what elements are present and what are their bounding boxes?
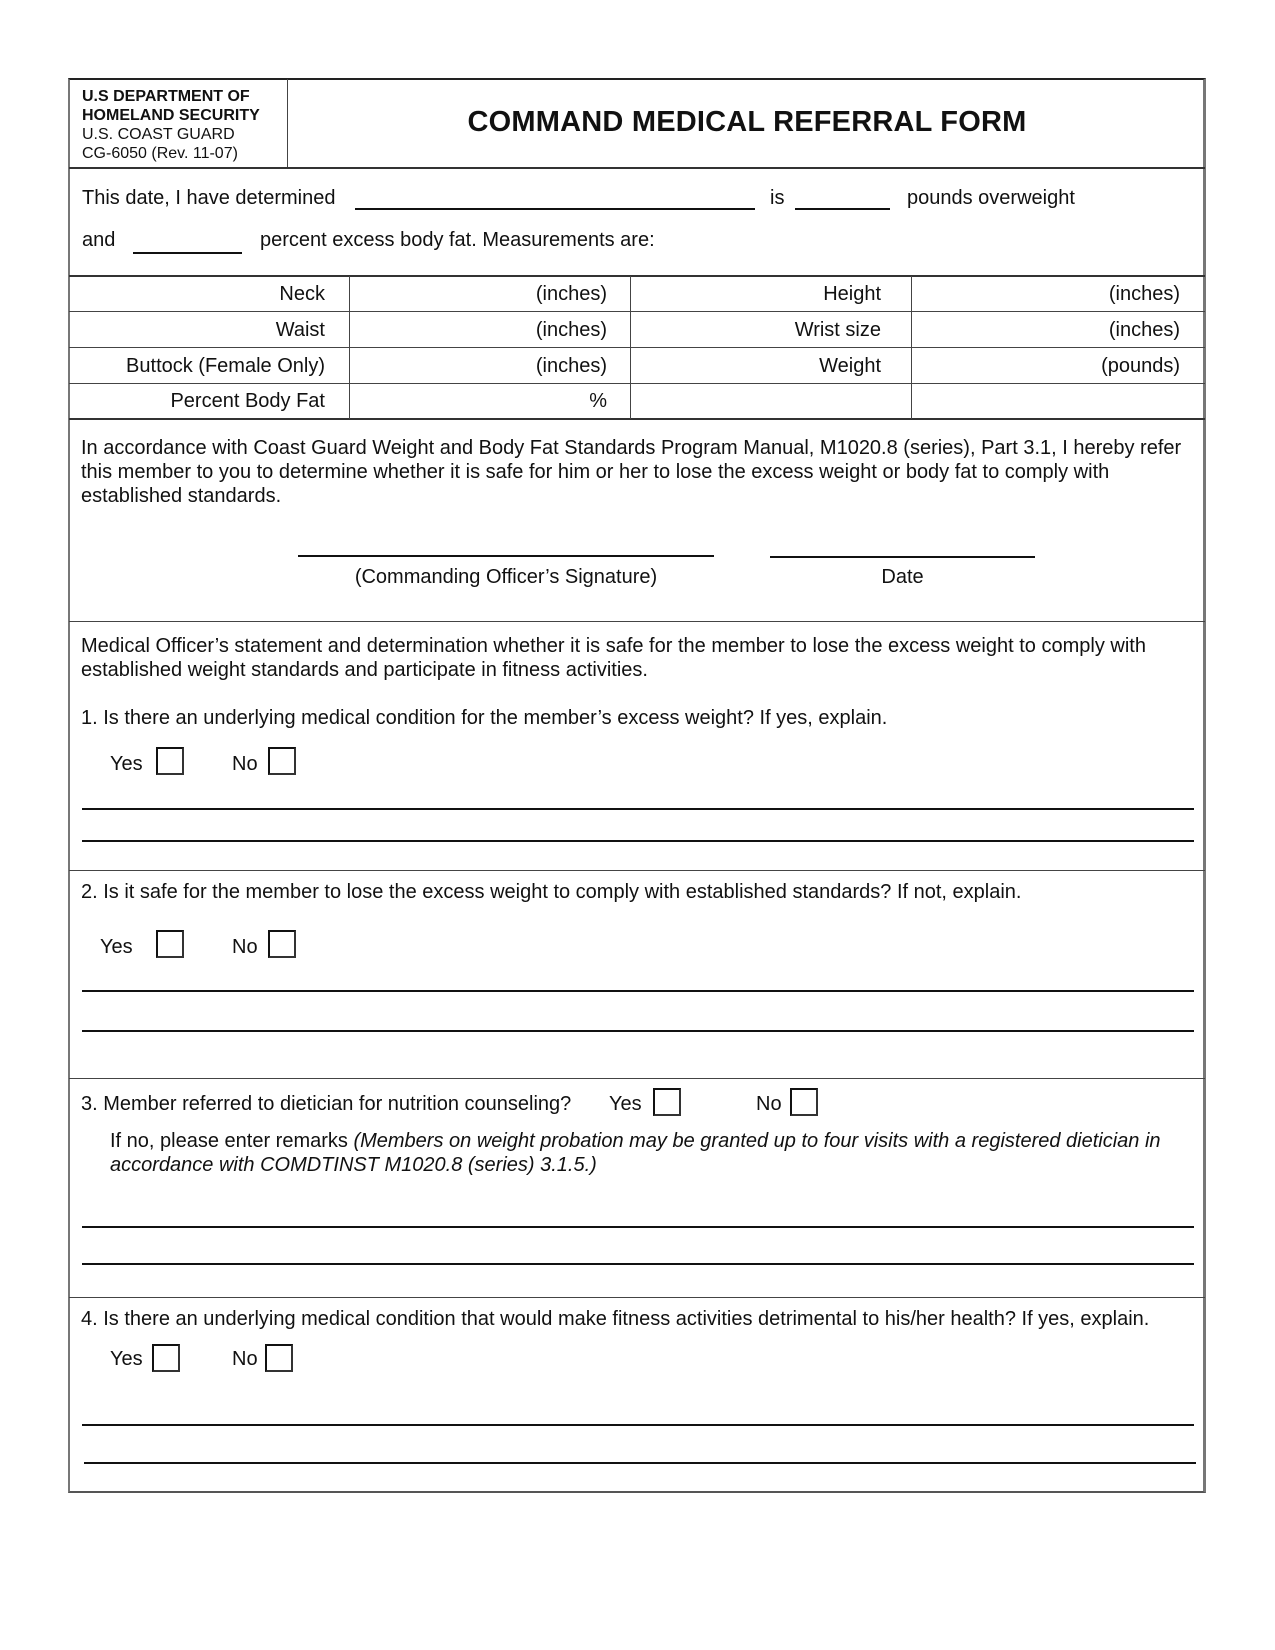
q2-yes-label: Yes	[100, 936, 133, 958]
q4-no-checkbox[interactable]	[265, 1344, 293, 1372]
determination-line1-suffix: pounds overweight	[907, 187, 1075, 209]
measure-field-waist[interactable]: (inches)	[535, 319, 607, 341]
signature-label: (Commanding Officer’s Signature)	[354, 566, 658, 588]
measure-field-buttock[interactable]: (inches)	[535, 355, 607, 377]
q3-yes-checkbox[interactable]	[653, 1088, 681, 1116]
q1-no-label: No	[232, 753, 258, 775]
q2-explain-line-2[interactable]	[82, 1030, 1194, 1032]
q1-yes-checkbox[interactable]	[156, 747, 184, 775]
pounds-overweight-field[interactable]	[795, 186, 890, 210]
q3-remarks-line-1[interactable]	[82, 1226, 1194, 1228]
form-number: CG-6050 (Rev. 11-07)	[82, 145, 238, 162]
measure-label-percent-body-fat: Percent Body Fat	[170, 390, 325, 412]
q2-no-label: No	[232, 936, 258, 958]
agency-block	[82, 87, 260, 163]
q3-remarks-prefix: If no, please enter remarks	[110, 1130, 354, 1152]
table-row-divider	[69, 383, 1205, 384]
agency-line-3: U.S. COAST GUARD	[82, 126, 235, 143]
measure-label-waist: Waist	[275, 319, 325, 341]
q4-explain-line-2[interactable]	[84, 1462, 1196, 1464]
medical-officer-intro: Medical Officer’s statement and determination whether it is safe for the member to lose the excess weight to comply with established weight standards and participate in fitness activities.	[81, 635, 1146, 681]
determination-line2-prefix: and	[82, 229, 116, 251]
table-row-divider	[69, 347, 1205, 348]
determination-line1-prefix: This date, I have determined	[82, 187, 336, 209]
question-1-text: 1. Is there an underlying medical condition for the member’s excess weight? If yes, explain.	[81, 707, 888, 729]
determination-line2-suffix: percent excess body fat. Measurements are:	[260, 229, 655, 251]
q3-remarks-line-2[interactable]	[82, 1263, 1194, 1265]
measure-label-weight: Weight	[819, 355, 881, 377]
table-row-divider	[69, 311, 1205, 312]
question-2-text: 2. Is it safe for the member to lose the excess weight to comply with established standards? If not, explain.	[81, 881, 1022, 903]
determination-is: is	[770, 187, 785, 209]
q1-yes-label: Yes	[110, 753, 143, 775]
referral-statement: In accordance with Coast Guard Weight and Body Fat Standards Program Manual, M1020.8 (series), Part 3.1, I hereby refer this member to you to determine whether it is safe for him or her to lose the excess weight or body fat to comply with established standards.	[81, 437, 1182, 507]
table-bottom-border	[69, 418, 1205, 420]
q3-no-checkbox[interactable]	[790, 1088, 818, 1116]
pounds-underline	[795, 208, 890, 210]
q4-yes-label: Yes	[110, 1348, 143, 1370]
table-top-border	[69, 275, 1205, 277]
header-bottom-border	[69, 167, 1205, 169]
q1-explain-line-1[interactable]	[82, 808, 1194, 810]
table-col-divider	[630, 276, 631, 419]
q2-no-checkbox[interactable]	[268, 930, 296, 958]
q1-no-checkbox[interactable]	[268, 747, 296, 775]
section-divider	[69, 1078, 1205, 1079]
measure-label-height: Height	[823, 283, 881, 305]
table-col-divider	[911, 276, 912, 419]
section-divider	[69, 870, 1205, 871]
q3-no-label: No	[756, 1093, 782, 1115]
measure-label-wrist: Wrist size	[794, 319, 881, 341]
member-name-underline	[355, 208, 755, 210]
q2-explain-line-1[interactable]	[82, 990, 1194, 992]
q3-remarks-instructions	[110, 1129, 1190, 1177]
measure-field-neck[interactable]: (inches)	[535, 283, 607, 305]
percent-body-fat-field[interactable]	[133, 228, 242, 252]
agency-line-1: U.S DEPARTMENT OF	[82, 88, 250, 105]
date-line[interactable]	[770, 556, 1035, 558]
q4-yes-checkbox[interactable]	[152, 1344, 180, 1372]
percent-underline	[133, 252, 242, 254]
form-title: COMMAND MEDICAL REFERRAL FORM	[467, 106, 1027, 138]
measure-field-weight[interactable]: (pounds)	[1101, 355, 1180, 377]
section-divider	[69, 1297, 1205, 1298]
measure-field-percent-body-fat[interactable]: %	[589, 390, 607, 412]
measure-field-wrist[interactable]: (inches)	[1108, 319, 1180, 341]
q4-explain-line-1[interactable]	[82, 1424, 1194, 1426]
q1-explain-line-2[interactable]	[82, 840, 1194, 842]
signature-line[interactable]	[298, 555, 714, 557]
date-label: Date	[881, 566, 924, 588]
agency-line-2: HOMELAND SECURITY	[82, 107, 260, 124]
measure-field-height[interactable]: (inches)	[1108, 283, 1180, 305]
question-4-text: 4. Is there an underlying medical condition that would make fitness activities detrimental to his/her health? If yes, explain.	[81, 1308, 1150, 1330]
member-name-field[interactable]	[355, 186, 755, 210]
q3-remarks-note: (Members on weight probation may be granted up to four visits with a registered dietician in accordance with COMDTINST M1020.8 (series) 3.1.5.)	[110, 1130, 1161, 1176]
q3-yes-label: Yes	[609, 1093, 642, 1115]
q2-yes-checkbox[interactable]	[156, 930, 184, 958]
table-col-divider	[349, 276, 350, 419]
measure-label-neck: Neck	[279, 283, 325, 305]
question-3-text: 3. Member referred to dietician for nutrition counseling?	[81, 1093, 572, 1115]
section-divider	[69, 621, 1205, 622]
measure-label-buttock: Buttock (Female Only)	[126, 355, 325, 377]
q4-no-label: No	[232, 1348, 258, 1370]
